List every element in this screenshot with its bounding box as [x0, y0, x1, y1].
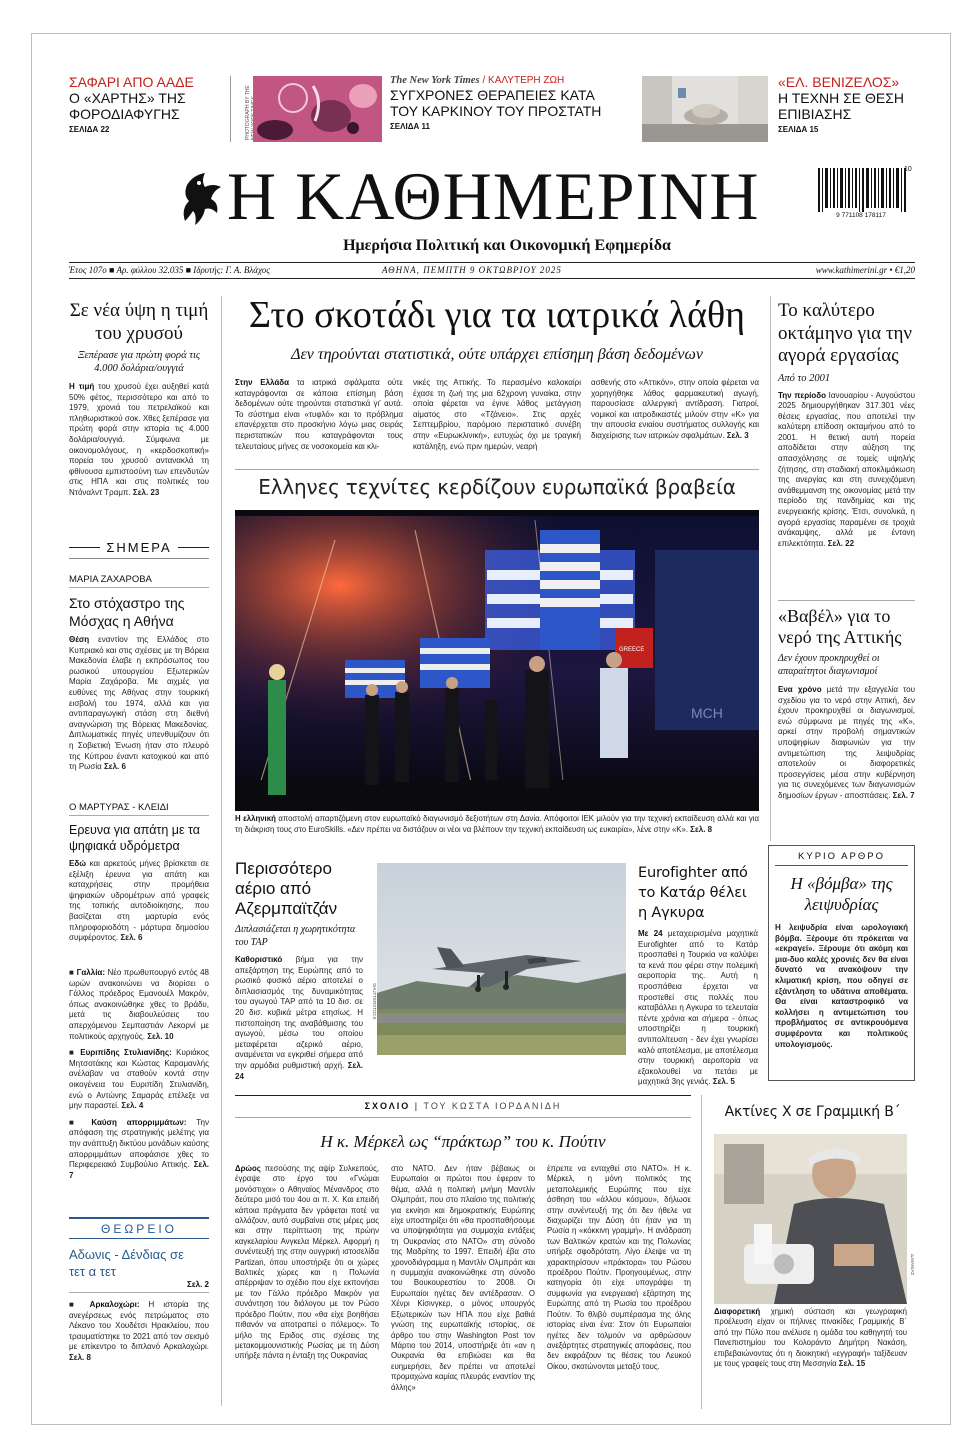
- adonis-story[interactable]: [69, 1246, 209, 1289]
- teaser-page: ΣΕΛΙΔΑ 15: [778, 125, 819, 134]
- lead-col-1: Στην Ελλάδα τα ιατρικά σφάλματα ούτε καταγράφονται σε κάποια επίσημη βάση δεδομένων ούτε τηρούνται στατιστικά γι' αυτά. Το σύστημα είναι «τυφλό» και το πρόβλημα επανέρχεται στο προσκήνιο λόγω μιας σειράς περιστατικών που καταγράφονται τους τελευταίους μήνες σε νοσοκομεία και κλι-: [235, 378, 404, 451]
- story-subtitle: Δεν έχουν προκηρυχθεί οι απαραίτητοι διαγωνισμοί: [778, 653, 880, 677]
- teaser-cancer-photo: [253, 76, 382, 142]
- teaser-title: Ο «ΧΑΡΤΗΣ» ΤΗΣ ΦΟΡΟΔΙΑΦΥΓΗΣ: [69, 90, 186, 122]
- gold-story[interactable]: [69, 300, 209, 499]
- teaser-title: ΣΥΓΧΡΟΝΕΣ ΘΕΡΑΠΕΙΕΣ ΚΑΤΑ ΤΟΥ ΚΑΡΚΙΝΟΥ ΤΟΥ ΠΡΟΣΤΑΤΗ: [390, 87, 602, 119]
- comment-header: ΣΧΟΛΙΟ | ΤΟΥ ΚΩΣΤΑ ΙΟΡΔΑΝΙΔΗ: [364, 1101, 562, 1111]
- story-title: Στο στόχαστρο της Μόσχας η Αθήνα: [69, 595, 185, 629]
- comment-col-1: Δρώος πεσούσης της αψίρ Συλκεπούς, έγραψε στο έργο του «Γνώμαι μονόστιχοι» ο Αθηναίος Μένανδρος στο δεύτερο μισό του 4ου αι π. Χ. Και επειδή κάποια πράγματα δεν γράφεται ποτέ να αλλάζουν, αυτό συμβαίνει στις μέρες μας και στην περίπτωση της πρώην καγκελαρίου Ανγκελα Μέρκελ. Αφορμή η συνέντευξή της στην ουγγρική ιστοσελίδα Partizan, όπου υποστήριξε ότι οι χώρες Βαλτικές χώρες και η Πολωνία απέρριψαν το σχέδιο που είχε εκπονήσει με τον Γάλλο πρόεδρο Μακρόν για συνάντηση του διάλογου με τον Ρώσο πρόεδρο Πούτιν, που «θα είχε βοηθήσει πιθανόν να αποτραπεί ο πόλεμος». Το μήλο της Εριδος στις σχέσεις της μετακομμουνιστικής Ρωσίας με τη Δύση υπήρξε πάντα η ένταξη της Ουκρανίας: [235, 1164, 379, 1361]
- teaser-page: ΣΕΛΙΔΑ 22: [69, 125, 110, 134]
- comment-title[interactable]: Η κ. Μέρκελ ως “πράκτωρ” του κ. Πούτιν: [320, 1132, 606, 1151]
- comment-col-2: στο ΝΑΤΟ. Δεν ήταν βέβαιως οι Ευρωπαίοι οι πρώτοι που έφεραν το θέμα, αλλά η πολιτική μνήμη Μαντλίν Ολμπράιτ, που στο πλαίσιο της πολιτικής για εκνίησι και δημοκρατικής Ευρώπης είχε υποστηρίξει ότι «θα προσπαθήσουμε να υποψηφιότητα για συμμαχία εντάξεις τη Ουκρανίας στο ΝΑΤΟ» στη σύνοδο της Μαδρίτης το 1997. Επειδή έβα στο χρονοδιάγραμμα η Μαντλίν Ολμπράιτ και η συμμαχία ανακοινώθηκε στη σύνοδο του Βουκουρεστίου το 2008. Οι Ευρωπαίοι ηγέτες δεν αντέδρασαν. Ο Χένρι Κίσινγκερ, ο μόνος υπουργός Εξωτερικών των ΗΠΑ που είχε βαθιά γνώση της ευρωπαϊκής ιστορίας, σε άρθρο του στην Washington Post τον Μάρτιο του 2014, υποστήριξε ότι «αν η Ουκρανία θα επιβιώσει και θα ευημερήσει, δεν πρέπει να αποτελεί προμαχώνα καμίας πλευράς εναντίον της άλλης»: [391, 1164, 535, 1392]
- story-title: Αδωνις - Δένδιας σε τετ α τετ: [69, 1247, 184, 1279]
- photo-credit: SHUTTERSTOCK: [372, 983, 377, 1020]
- story-title: «Βαβέλ» για το νερό της Αττικής: [778, 606, 902, 647]
- svg-text:MCH: MCH: [691, 705, 723, 721]
- dateline-left: Έτος 107ο ■ Αρ. φύλλου 32.035 ■ Ιδρυτής: Γ. Α. Βλάχος: [69, 265, 270, 275]
- story-subtitle: Από το 2001: [778, 372, 831, 384]
- dateline-website[interactable]: www.kathimerini.gr • €1,20: [815, 265, 915, 275]
- lead-col-3: ασθενής στο «Αττικόν», στην οποία φέρεται να χορηγήθηκε λάθος φαρμακευτική αγωγή, παρουσίασε αλλεργική αντίδραση. Γιατροί, νομικοί και ιατροδικαστές μιλούν στην «Κ» για την απουσία ενιαίου συστήματος συλλογής και διαχείρισης των ιατρικών σφαλμάτων. Σελ. 3: [591, 378, 759, 440]
- editorial-label: ΚΥΡΙΟ ΑΡΘΡΟ: [775, 851, 908, 866]
- story-ref[interactable]: Σελ. 6: [120, 933, 143, 943]
- story-body: και αρκετούς μήνες βρίσκεται σε εξέλιξη έρευνα για απάτη και καταχρήσεις στην προμήθεια ψηφιακών υδρομέτρων από γραφείς της τοπικής αυτοδιοίκησης, που βασίζεται στη μαρτυρία ενός πληροφοριοδότη - μάρτυρα δημοσίου συμφέροντος.: [69, 859, 209, 943]
- photo-credit: Δ.ΜΑΝΙΑΣ: [910, 1254, 915, 1276]
- masthead-subtitle: Ημερήσια Πολιτική και Οικονομική Εφημερίδα: [343, 237, 671, 254]
- water-story[interactable]: «Βαβέλ» για το νερό της Αττικής Δεν έχουν προκηρυχθεί οι απαραίτητοι διαγωνισμοί Ενα χρόνο μετά την εξαγγελία του σχεδίου για το νερό στην Αττική, δεν έχουν προκηρυχθεί οι διαγωνισμοί, ενώ σύμφωνα με πηγές της «Κ», αρκεί στην προβολή σημαντικών υποψηφίων διαφωνιών για την αντιμετώπιση της λειψυδρίας αποτελούν οι διαφορετικές προσεγγίσεις μέσα στην κυβέρνηση για τις συνεχόμενες των διαγωνισμών δημοσίων έργων - αποσπάσεις. Σελ. 7: [778, 606, 915, 800]
- story-title: Περισσότερο αέριο από Αζερμπαϊτζάν: [235, 859, 338, 918]
- arch-story[interactable]: ■ Αρκαλοχώρι: Η ιστορία της ανεγέρσεως ενός πετρώματος στο Λέκανο του Χουδέτσι Ηρακλείου, που τραυματίστηκε το 2021 από τον σεισμό με επίκεντρο το διπλανό Αρκαλοχώρι. Σελ. 8: [69, 1300, 209, 1362]
- eurofighter-photo[interactable]: [372, 863, 626, 1055]
- barcode: [816, 168, 916, 220]
- theater-label: ΘΕΩΡΕΙΟ: [101, 1222, 177, 1236]
- sign-text: GREECE: [619, 647, 645, 653]
- teaser-kicker: ΣΑΦΑΡΙ ΑΠΟ ΑΑΔΕ: [69, 74, 194, 90]
- brief-item[interactable]: ■ Καύση απορριμμάτων: Την απόφαση της στρατηγικής μελέτης για την ανάπτυξη δικτύου μονάδων καύσης απορριμμάτων αποφάσισε χθες το Περιφερειακό Συμβούλιο Αττικής. Σελ. 7: [69, 1117, 209, 1180]
- lead-headline[interactable]: Στο σκοτάδι για τα ιατρικά λάθη: [248, 294, 746, 336]
- story-lead: Η τιμή: [69, 382, 95, 391]
- story-title: Eurofighter από το Κατάρ θέλει η Αγκυρα: [638, 865, 748, 921]
- teaser-page: ΣΕΛΙΔΑ 11: [390, 122, 430, 131]
- comment-col-3: έπρεπε να ενταχθεί στο ΝΑΤΟ». Η κ. Μέρκελ, η μόνη πολιτικός της μεταπολεμικής Ευρώπης που είχε άσθηση του «άλλου κόσμου», δήλωσε στην συνέντευξή της ότι δεν ήθελε να διαχωρίζει την Δύση ότι ήταν για τη Ρωσία η «κόκκινη γραμμή». Η ανάδραση των Βαλτικών κρατών και της Πολωνίας υπήρξε σφοδρότατη. Λίγο έλειψε να τη χαρακτηρίσουν «πράκτορα» του Ρώσου προέδρου Πούτιν. Προηγουμένως, στην κατηγορία ότι είχε υπογράψει τη συμφωνία για ενεργειακή εξάρτηση της Ευρώπης από τη Ρωσία του προέδρου Πούτιν. Το θλιβό συμπέρασμα της όλης ιστορίας είναι ένα: Στον ότι Ευρωπαίοι ηγέτες δεν τολμούν να αρθρώσουν ανεξάρτητες στρατηγικές αποφάσεις, που δεν εκφράζουν τις θέσεις του Λευκού Οίκου, σκοτώνονται μεταξύ τους.: [547, 1164, 691, 1371]
- lead-ref[interactable]: Σελ. 3: [726, 430, 749, 440]
- story-lead: Θέση: [69, 635, 90, 644]
- story-subtitle: Ξεπέρασε για πρώτη φορά τις 4.000 δολάρια/ουγγιά: [77, 350, 201, 374]
- xray-photo[interactable]: [714, 1134, 915, 1304]
- story-subtitle: Διπλασιάζεται η χωρητικότητα του TAP: [235, 924, 356, 948]
- masthead-title[interactable]: Η ΚΑΘΗΜΕΡΙΝΗ: [227, 158, 760, 234]
- teaser-kicker: / ΚΑΛΥΤΕΡΗ ΖΩΗ: [482, 75, 565, 86]
- euroskills-photo[interactable]: [235, 510, 759, 811]
- griffin-logo-icon: [175, 169, 225, 227]
- lead-subtitle: Δεν τηρούνται στατιστικά, ούτε υπάρχει επίσημη βάση δεδομένων: [291, 346, 703, 363]
- eurofighter-story[interactable]: Eurofighter από το Κατάρ θέλει η Αγκυρα Με 24 μεταχειρισμένα μαχητικά Eurofighter από το Κατάρ προσπαθεί η Τουρκία να καλύψει τα κενά που φέρει στην πολεμική αεροπορία της. Αυτή η προσπάθεια έρχεται να προστεθεί στις πολλές που καταβάλλει η Αγκυρα το τελευταία πέντε χρόνια και σήμερα - όπως υποστηρίζει η τουρκική αντιπολίτευση - δεν έχει γνωρίσει καλό αποτέλεσμα, με αποτέλεσμα στην τουρκική αεροπορία να εξακολουθεί να πετάει με μαχητικά 3ης γενιάς. Σελ. 5: [638, 865, 758, 1087]
- photo-credit: PHOTOGRAPH BY THE: [245, 85, 251, 140]
- newspaper-front-page: [31, 33, 951, 1425]
- barcode-number: 9 771108 178117: [836, 212, 886, 219]
- story-title: Σε νέα ύψη η τιμή του χρυσού: [69, 300, 209, 344]
- nyt-logo: The New York Times: [390, 75, 480, 86]
- xray-title[interactable]: Ακτίνες Χ σε Γραμμική Β΄: [724, 1104, 901, 1120]
- story-title: Ερευνα για απάτη με τα ψηφιακά υδρόμετρα: [69, 823, 201, 853]
- brief-item[interactable]: ■ Ευριπίδης Στυλιανίδης: Κυριάκος Μητσοτάκης και Κώστας Καραμανλής ανέλαβαν να σταθούν κοντά στην οικογένεια του Ευριπίδη Στυλιανίδη, ενώ ο Αντώνης Σαμαράς επέλεξε να μην παραστεί. Σελ. 4: [69, 1048, 209, 1111]
- jobs-story[interactable]: Το καλύτερο οκτάμηνο για την αγορά εργασίας Από το 2001 Την περίοδο Ιανουαρίου - Αυγούστου 2025 δημιουργήθηκαν 317.301 νέες θέσεις εργασίας, που αποτελεί την καλύτερη επίδοση οκταμήνου από το 2001. Η θετική αυτή πορεία αποδίδεται στην αύξηση της απασχόλησης σε τομείς υψηλής ζήτησης, στη σταδιακή αποκλιμάκωση της ανεργίας και στη συνεχιζόμενη ανάθεμμανση της οικονομίας μετά την περίοδο της πανδημίας και της ενεργειακής κρίσης. Έτσι, συνολικά, η αγορά εργασίας παραμένει σε τροχιά ανάκαμψης, αλλά με έντονη επιλεκτότητα. Σελ. 22: [778, 300, 915, 548]
- teaser-tax[interactable]: [69, 74, 229, 134]
- witness-label: Ο ΜΑΡΤΥΡΑΣ - ΚΛΕΙΔΙ: [69, 802, 169, 813]
- story-body: εναντίον της Ελλάδος στο Κυπριακό και στις σχέσεις με τη Βόρεια Μακεδονία έλαβε η εκπρόσωπος του ρωσικού υπουργείου Εξωτερικών Μαρία Ζαχάροβα. Με αιχμές για ευθύνες της Αθήνας στην τουρκική εισβολή του 1974, αλλά και για αντιπαραγωγική στάση στη διεθνή αναγνώριση της Βόρειας Μακεδονίας. Διπλωματικές πηγές υπενθυμίζουν ότι η Σοβιετική Ένωση ήταν στο πλευρό της Κύπρου έναντι κατοχικού και από τη Ρωσία: [69, 635, 209, 772]
- teaser-nyt[interactable]: [390, 74, 620, 131]
- today-label-wrap: [69, 539, 209, 557]
- gas-story[interactable]: Περισσότερο αέριο από Αζερμπαϊτζάν Διπλασιάζεται η χωρητικότητα του TAP Καθοριστικό βήμα για την απεξάρτηση της Ευρώπης από το ρωσικό φυσικό αέριο αποτελεί ο διπλασιασμός της δυναμικότητας του αγωγού TAP από τα 10 δισ. σε 20 δισ. κυβικά μέτρα ετησίως. Η πιστοποίηση της αναβάθμισης του αγωγού, μέσω του οποίου μεταφέρεται αζερικό αέριο, αναμένεται να εγκριθεί σήμερα από την αρμόδια ρυθμιστική αρχή. Σελ. 24: [235, 859, 363, 1081]
- fraud-story[interactable]: [69, 822, 209, 944]
- story-ref[interactable]: Σελ. 23: [132, 487, 160, 497]
- comment-label: ΣΧΟΛΙΟ: [364, 1101, 411, 1111]
- teaser-venizelos-photo: [642, 76, 768, 142]
- moscow-story[interactable]: [69, 594, 209, 773]
- story-ref[interactable]: Σελ. 6: [104, 762, 126, 772]
- photo-caption: Η ελληνική αποστολή απαρτιζόμενη στον ευρωπαϊκό διαγωνισμό δεξιοτήτων στη Δανία. Απόφοιτοι ΙΕΚ μιλούν για την τεχνική εκπαίδευση αλλά και για τη διάκριση τους στο EuroSkills. «Δεν πρέπει να διστάζουν οι νέοι να βλέπουν την τεχνική εκπαίδευση ως ευκαιρία», λένε στην «Κ». Σελ. 8: [235, 814, 760, 834]
- story-lead: Εδώ: [69, 859, 86, 868]
- photo-story-title[interactable]: Ελληνες τεχνίτες κερδίζουν ευρωπαϊκά βραβεία: [258, 475, 736, 499]
- xray-caption: Διαφορετική χημική σύσταση και γεωγραφική προέλευση είχαν οι πήλινες πινακίδες Γραμμικής Β΄ από την Πύλο που ανέλυσε η ομάδα του καθηγητή του Πανεπιστημίου του Κολοράντο Δημήτρη Νακάση, επιβεβαιώνοντας ότι η διοικητική «εγγραφή» ταξίδευαν με τους γραφείς τους στη Μεσσηνία Σελ. 15: [714, 1307, 907, 1369]
- today-label: ΣΗΜΕΡΑ: [100, 540, 177, 555]
- teaser-kicker: «ΕΛ. ΒΕΝΙΖΕΛΟΣ»: [778, 74, 900, 90]
- teaser-venizelos[interactable]: [778, 74, 928, 134]
- author-label: ΜΑΡΙΑ ΖΑΧΑΡΟΒΑ: [69, 574, 152, 585]
- comment-author: ΤΟΥ ΚΩΣΤΑ ΙΟΡΔΑΝΙΔΗ: [423, 1101, 562, 1111]
- issue-code: 10: [904, 166, 912, 173]
- editorial-box[interactable]: [768, 845, 915, 1081]
- editorial-body: Η λειψυδρία είναι ωρολογιακή βόμβα. Ξέρουμε ότι πρόκειται να «εκραγεί». Ξέρουμε ότι ακόμη και μια-δυο καλές χρονιές δεν θα είναι δυνατό να ανακόψουν την κλιματική κρίση, που οδηγεί σε εξάντληση το υδάτινα αποθέματα. Θα είναι καταστροφικό να κολλήσει η αντιμετώπιση του προβλήματος σε αντικρουόμενα συμφέροντα και πολιτικούς υπολογισμούς.: [775, 923, 908, 1049]
- story-body: του χρυσού έχει αυξηθεί κατά 50% φέτος, περισσότερο και από το 1979, χρονιά του πετρελαϊκού και πληθωριστικού σοκ. Χθες ξεπέρασε για πρώτη φορά στην ιστορία τις 4.000 δολάρια/ουγγιά. Σύμφωνα με οικονομολόγους, η «κερδοσκοπική» πορεία του χρυσού αντανακλά τη φθίνουσα εμπιστοσύνη των επενδυτών στις ΗΠΑ και στις πολιτικές του Ντόναλντ Τραμπ.: [69, 382, 209, 497]
- lead-col-2: νικές της Αττικής. Το περασμένο καλοκαίρι έχασε τη ζωή της μια 62χρονη γυναίκα, στην οποία φέρεται να έγινε λάθος μετάγγιση αίματος στο «Τζάνειο». Στις αρχές Σεπτεμβρίου, παρόμοιο περιστατικό συνέβη στην «Ευρωκλινική», ευτυχώς όχι με τραγική κατάληξη, ενώ πριν ημερών, νεαρή: [413, 378, 581, 451]
- teaser-title: Η ΤΕΧΝΗ ΣΕ ΘΕΣΗ ΕΠΙΒΙΑΣΗΣ: [778, 90, 904, 122]
- photo-ref[interactable]: Σελ. 8: [690, 824, 713, 834]
- brief-list: [69, 968, 209, 1181]
- editorial-title: Η «βόμβα» της λειψυδρίας: [790, 874, 893, 914]
- dateline-date: ΑΘΗΝΑ, ΠΕΜΠΤΗ 9 ΟΚΤΩΒΡΙΟΥ 2025: [382, 265, 562, 275]
- story-ref[interactable]: Σελ. 2: [187, 1280, 209, 1289]
- story-title: Το καλύτερο οκτάμηνο για την αγορά εργασίας: [778, 300, 913, 366]
- brief-item[interactable]: ■ Γαλλία: Νέο πρωθυπουργό εντός 48 ωρών ανακοινώνει να διορίσει ο Γάλλος πρόεδρος Εμανουέλ Μακρόν, όπως ανακοινώθηκε χθες το βράδυ, μετά τις διαβουλεύσεις του απερχόμενου Σεμπαστιάν Λεκορνί με πολιτικούς αρχηγούς. Σελ. 10: [69, 968, 209, 1041]
